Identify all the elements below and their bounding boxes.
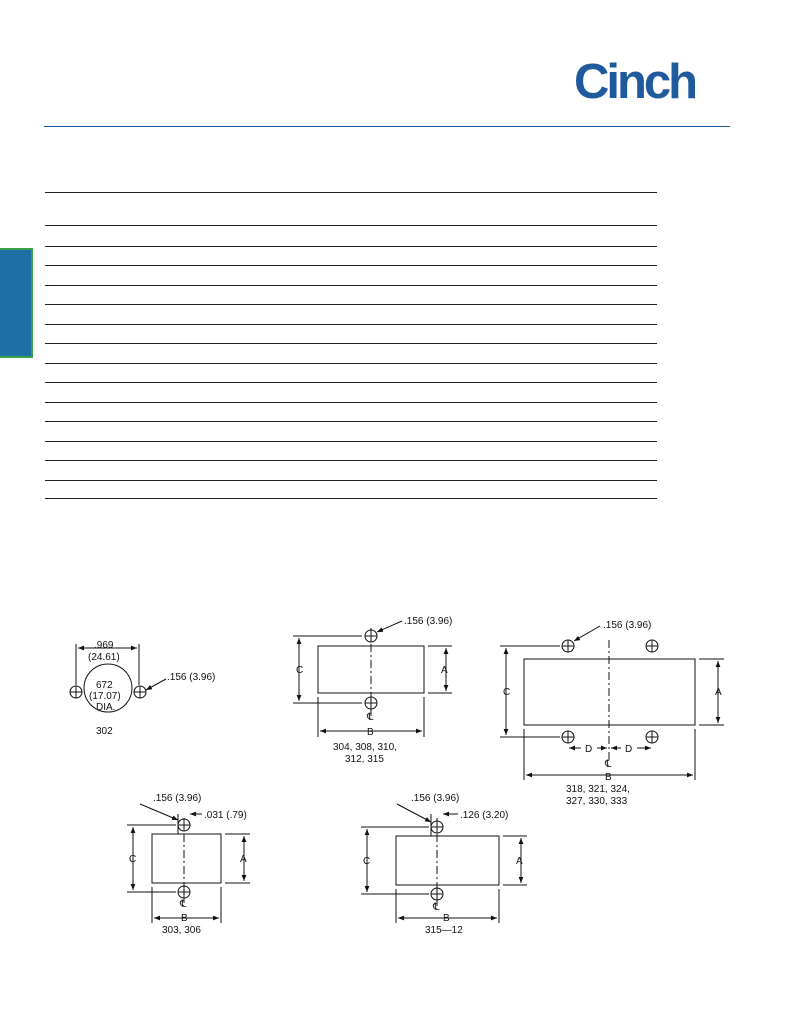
drawing-303 [127, 804, 250, 923]
dim-a-label: A [516, 856, 523, 867]
offset-label: .031 (.79) [204, 810, 247, 821]
cutout-outline [318, 646, 424, 693]
centerline-symbol: ℄ [367, 712, 374, 723]
dim-b-label: B [443, 913, 450, 924]
center-dia-mm-label: (17.07) [89, 691, 121, 702]
hole-label: .156 (3.96) [153, 793, 202, 804]
drawing-caption: 303, 306 [162, 925, 201, 936]
dim-b-label: B [181, 913, 188, 924]
hole-label: .156 (3.96) [404, 616, 453, 627]
drawing-caption: 327, 330, 333 [566, 796, 628, 807]
drawing-318 [500, 626, 724, 780]
drawing-315-12 [361, 804, 527, 923]
dim-c-label: C [129, 854, 137, 865]
center-dia-label: 672 [96, 680, 113, 691]
cutout-outline [396, 836, 499, 885]
leader-line [140, 804, 178, 820]
leader-line [377, 621, 402, 632]
hole-label: .156 (3.96) [411, 793, 460, 804]
dim-d-label: D [625, 744, 633, 755]
hole-label: .156 (3.96) [167, 672, 216, 683]
dim-a-label: A [715, 687, 722, 698]
center-dia-unit: DIA. [96, 702, 116, 713]
drawing-caption: 312, 315 [345, 754, 384, 765]
centerline-symbol: ℄ [605, 759, 612, 770]
cinch-logo: Cinch [574, 55, 696, 109]
leader-line [146, 679, 166, 690]
centerline-symbol: ℄ [433, 902, 440, 913]
centerline-symbol: ℄ [180, 899, 187, 910]
leader-line [574, 626, 600, 641]
dim-d-label: D [585, 744, 593, 755]
dim-b-label: B [367, 727, 374, 738]
hole-label: .156 (3.96) [603, 620, 652, 631]
drawing-caption: 304, 308, 310, [333, 742, 397, 753]
dim-c-label: C [363, 856, 371, 867]
dim-c-label: C [503, 687, 511, 698]
drawing-caption: 315—12 [425, 925, 463, 936]
dim-a-label: A [240, 854, 247, 865]
drawing-caption: 302 [96, 726, 113, 737]
dim-a-label: A [441, 665, 448, 676]
offset-label: .126 (3.20) [460, 810, 509, 821]
dim-c-label: C [296, 665, 304, 676]
spacing-label: .969 [94, 640, 114, 651]
cutout-outline [152, 834, 221, 883]
drawing-caption: 318, 321, 324, [566, 784, 630, 795]
leader-line [397, 804, 431, 822]
spacing-mm-label: (24.61) [88, 652, 120, 663]
dim-b-label: B [605, 772, 612, 783]
